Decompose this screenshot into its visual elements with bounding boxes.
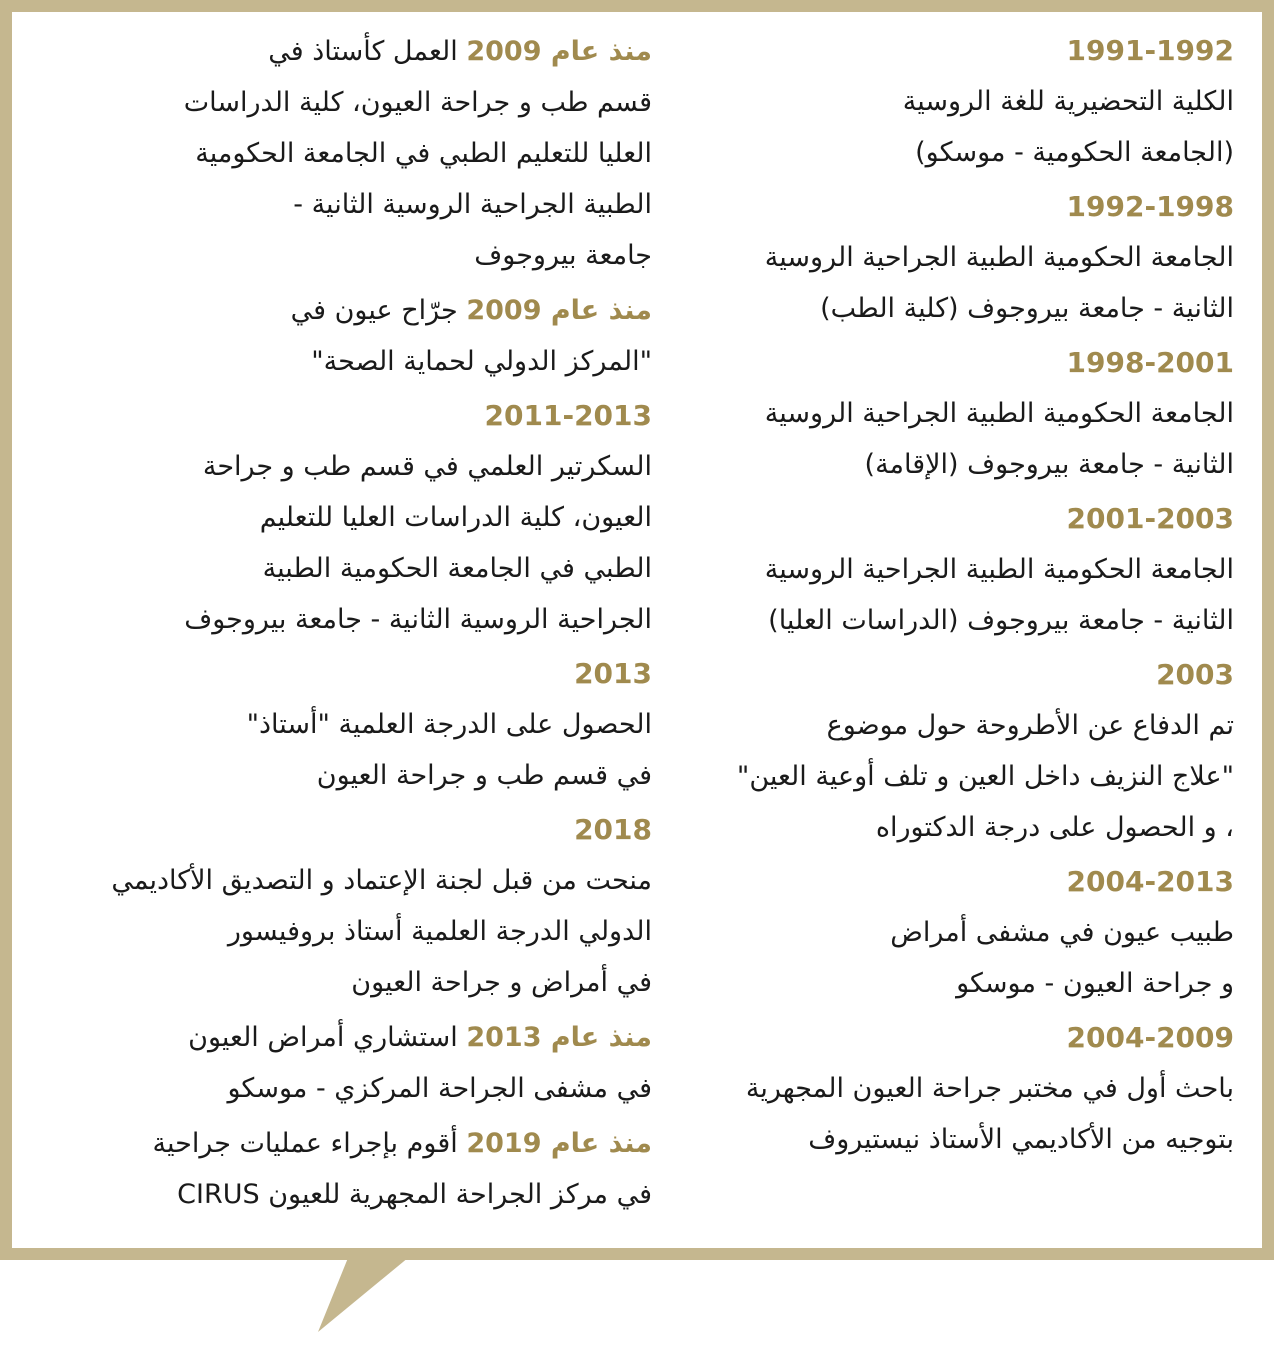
entry-line: منحت من قبل لجنة الإعتماد و التصديق الأكاديمي [111, 865, 652, 896]
entry-line: و جراحة العيون - موسكو [956, 968, 1234, 999]
entry-1992 [634, 182, 1234, 334]
entry-year: 1998-2001 [1066, 346, 1234, 379]
entry-since-2009-professor [32, 26, 652, 281]
entry-line: ، و الحصول على درجة الدكتوراه [875, 812, 1234, 843]
entry-line: في مركز الجراحة المجهرية للعيون CIRUS [177, 1179, 652, 1210]
entry-line: الثانية - جامعة بيروجوف (الدراسات العليا) [768, 605, 1234, 636]
entry-line: (الجامعة الحكومية - موسكو) [915, 137, 1234, 168]
entry-line: الطبي في الجامعة الحكومية الطبية [262, 553, 652, 584]
entry-year: 2004-2013 [1066, 865, 1234, 898]
entry-line: العيون، كلية الدراسات العليا للتعليم [259, 502, 652, 533]
entry-year: 2003 [1156, 658, 1234, 691]
entry-year: 2018 [574, 813, 652, 846]
entry-since-2013 [32, 1012, 652, 1114]
since-year: منذ عام 2009 [466, 295, 652, 326]
entry-line: العليا للتعليم الطبي في الجامعة الحكومية [195, 138, 652, 169]
entry-line: الجامعة الحكومية الطبية الجراحية الروسية [764, 398, 1234, 429]
entry-since-2019 [32, 1118, 652, 1220]
entry-2004-2009 [634, 1013, 1234, 1165]
entry-2018 [32, 805, 652, 1008]
entry-year: 2001-2003 [1066, 502, 1234, 535]
entry-2013 [32, 649, 652, 801]
entry-text: جرّاح عيون في [290, 295, 458, 326]
entry-line [32, 1118, 652, 1169]
entry-line: الجامعة الحكومية الطبية الجراحية الروسية [764, 554, 1234, 585]
entry-year: 1992-1998 [1066, 190, 1234, 223]
since-year: منذ عام 2019 [466, 1128, 652, 1159]
entry-line: الحصول على الدرجة العلمية "أستاذ" [246, 709, 652, 740]
entry-1991 [634, 26, 1234, 178]
entry-line: الثانية - جامعة بيروجوف (كلية الطب) [820, 293, 1234, 324]
entry-line: قسم طب و جراحة العيون، كلية الدراسات [183, 87, 652, 118]
entry-line: باحث أول في مختبر جراحة العيون المجهرية [745, 1073, 1234, 1104]
timeline-left-column [32, 26, 652, 1224]
entry-year: 1991-1992 [1066, 34, 1234, 67]
entry-line: الجامعة الحكومية الطبية الجراحية الروسية [764, 242, 1234, 273]
entry-line: الثانية - جامعة بيروجوف (الإقامة) [864, 449, 1234, 480]
entry-since-2009-surgeon [32, 285, 652, 387]
entry-line: جامعة بيروجوف [474, 240, 652, 271]
entry-year: 2004-2009 [1066, 1021, 1234, 1054]
entry-line: الدولي الدرجة العلمية أستاذ بروفيسور [227, 916, 652, 947]
entry-line: تم الدفاع عن الأطروحة حول موضوع [826, 710, 1234, 741]
entry-line: الطبية الجراحية الروسية الثانية - [293, 189, 652, 220]
entry-2001 [634, 494, 1234, 646]
timeline-right-column [634, 26, 1234, 1169]
entry-year: 2011-2013 [484, 399, 652, 432]
entry-line: "علاج النزيف داخل العين و تلف أوعية العين" [736, 761, 1234, 792]
entry-line: "المركز الدولي لحماية الصحة" [311, 346, 652, 377]
entry-year: 2013 [574, 657, 652, 690]
entry-text: استشاري أمراض العيون [188, 1022, 458, 1053]
entry-line: الكلية التحضيرية للغة الروسية [902, 86, 1234, 117]
entry-line: في مشفى الجراحة المركزي - موسكو [227, 1073, 652, 1104]
entry-line: طبيب عيون في مشفى أمراض [890, 917, 1234, 948]
entry-line: في قسم طب و جراحة العيون [316, 760, 652, 791]
entry-line: الجراحية الروسية الثانية - جامعة بيروجوف [184, 604, 652, 635]
entry-line: بتوجيه من الأكاديمي الأستاذ نيستيروف [808, 1124, 1234, 1155]
entry-2011-2013 [32, 391, 652, 645]
since-year: منذ عام 2009 [466, 36, 652, 67]
entry-2003 [634, 650, 1234, 853]
entry-line [32, 285, 652, 336]
entry-2004-2013 [634, 857, 1234, 1009]
entry-line [32, 26, 652, 77]
entry-text: أقوم بإجراء عمليات جراحية [152, 1128, 458, 1159]
entry-line: في أمراض و جراحة العيون [351, 967, 652, 998]
entry-line: السكرتير العلمي في قسم طب و جراحة [202, 451, 652, 482]
entry-text: العمل كأستاذ في [268, 36, 458, 67]
entry-line [32, 1012, 652, 1063]
entry-1998 [634, 338, 1234, 490]
since-year: منذ عام 2013 [466, 1022, 652, 1053]
